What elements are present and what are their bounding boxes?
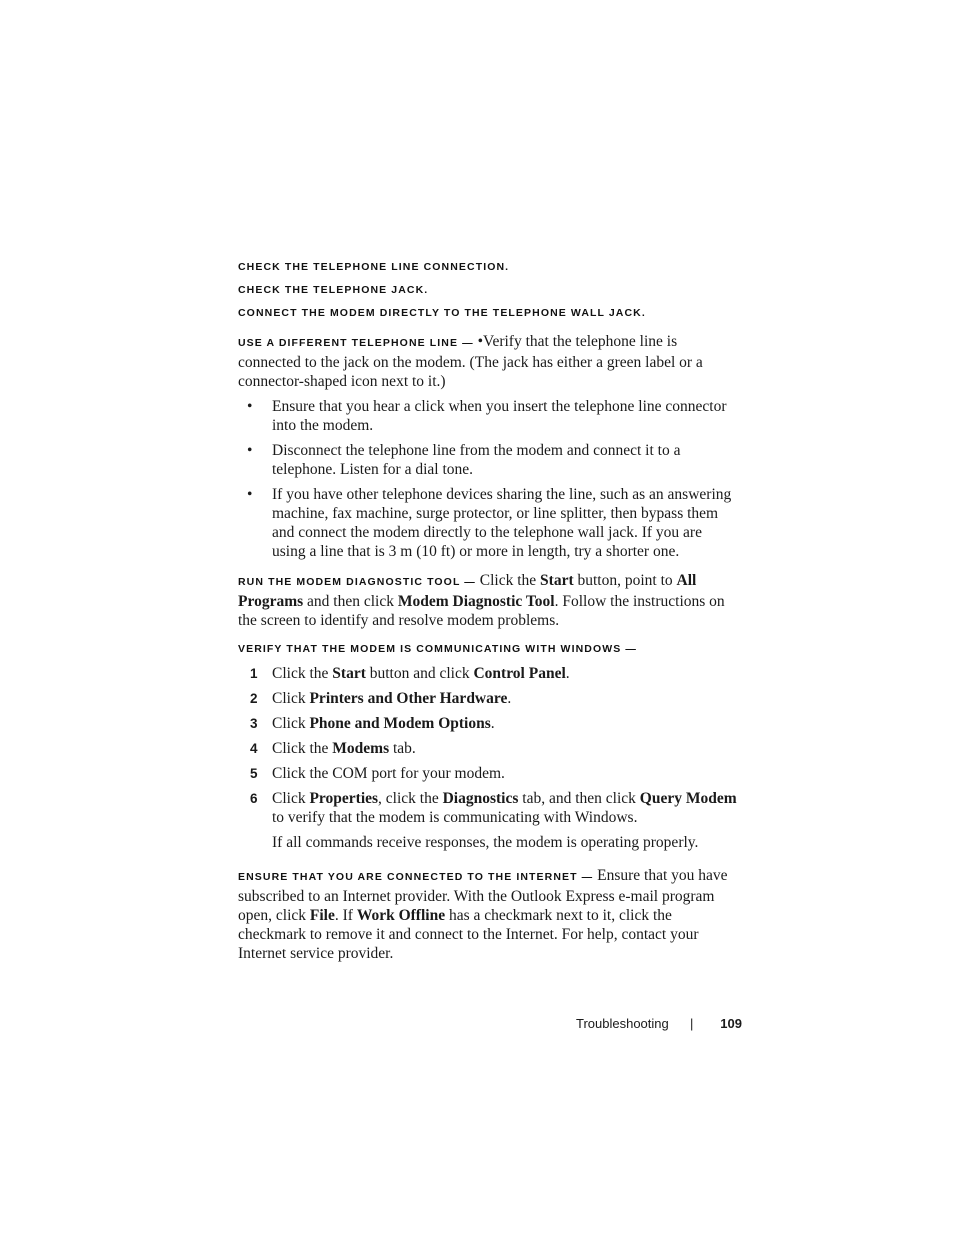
step-1 <box>238 664 738 683</box>
step-text: . <box>490 715 495 732</box>
step-5 <box>238 764 738 783</box>
step-text: , click the <box>378 790 439 807</box>
step-text: tab, and then click <box>522 790 636 807</box>
modems-tab-label: Modems <box>332 740 390 757</box>
step-number: 4 <box>250 741 258 756</box>
step-number: 6 <box>250 791 258 806</box>
list-item: • Disconnect the telephone line from the modem and connect it to a telephone. Listen for a dial tone. <box>238 441 738 479</box>
phone-modem-options-label: Phone and Modem Options <box>309 715 491 732</box>
diagnostic-text: button, point to <box>577 572 673 589</box>
work-offline-label: Work Offline <box>356 907 446 924</box>
step-text: Click the <box>272 740 329 757</box>
internet-text: . If <box>334 907 353 924</box>
control-panel-label: Control Panel <box>473 665 566 682</box>
internet-text: Ensure that you have subscribed to an Internet provider. With the Outlook Express e-mail program open, click <box>238 867 728 924</box>
start-label: Start <box>540 572 574 589</box>
printers-hardware-label: Printers and Other Hardware <box>309 690 508 707</box>
all-programs-label: All Programs <box>238 572 697 610</box>
heading-internet: ENSURE THAT YOU ARE CONNECTED TO THE INTERNET — <box>238 871 594 883</box>
different-line-intro: •Verify that the telephone line is connected to the jack on the modem. (The jack has either a green label or a connector-shaped icon next to it.) <box>238 333 703 390</box>
page-body <box>238 258 738 963</box>
step-text: Click the COM port for your modem. <box>272 765 505 782</box>
step-4 <box>238 739 738 758</box>
internet-text: has a checkmark next to it, click the checkmark to remove it and connect to the Internet. For help, contact your Internet service provider. <box>238 907 699 962</box>
step-number: 3 <box>250 716 258 731</box>
step-6 <box>238 789 738 827</box>
diagnostic-text: Click the <box>479 572 537 589</box>
verify-note: If all commands receive responses, the modem is operating properly. <box>272 834 699 851</box>
heading-connect-direct: CONNECT THE MODEM DIRECTLY TO THE TELEPHONE WALL JACK. <box>238 307 646 319</box>
diagnostic-tool-label: Modem Diagnostic Tool <box>397 593 555 610</box>
step-text: Click <box>272 715 306 732</box>
step-text: Click the <box>272 665 329 682</box>
heading-check-line: CHECK THE TELEPHONE LINE CONNECTION. <box>238 261 510 273</box>
different-line-bullets <box>238 397 738 561</box>
list-item: • If you have other telephone devices sharing the line, such as an answering machine, fax machine, surge protector, or line splitter, then bypass them and connect the modem directly to the telephone wall jack. If you are using a line that is 3 m (10 ft) or more in length, try a shorter one. <box>238 485 738 561</box>
heading-verify: VERIFY THAT THE MODEM IS COMMUNICATING WITH WINDOWS — <box>238 643 637 655</box>
diagnostics-tab-label: Diagnostics <box>442 790 519 807</box>
step-number: 2 <box>250 691 258 706</box>
step-text: tab. <box>392 740 416 757</box>
query-modem-label: Query Modem <box>639 790 737 807</box>
list-item: • Ensure that you hear a click when you insert the telephone line connector into the modem. <box>238 397 738 435</box>
step-2 <box>238 689 738 708</box>
heading-different-line: USE A DIFFERENT TELEPHONE LINE — <box>238 337 474 349</box>
step-text: . <box>565 665 570 682</box>
section-verify <box>238 640 738 852</box>
properties-label: Properties <box>309 790 379 807</box>
step-text: to verify that the modem is communicating with Windows. <box>272 809 638 826</box>
step-text: Click <box>272 790 306 807</box>
step-text: Click <box>272 690 306 707</box>
step-text: . <box>507 690 512 707</box>
heading-check-jack: CHECK THE TELEPHONE JACK. <box>238 284 429 296</box>
page-number: 109 <box>720 1016 742 1031</box>
step-text: button and click <box>369 665 470 682</box>
step-number: 5 <box>250 766 258 781</box>
section-internet <box>238 866 738 963</box>
footer-section-title: Troubleshooting <box>576 1016 669 1031</box>
verify-steps <box>238 664 738 827</box>
file-menu-label: File <box>309 907 335 924</box>
heading-diagnostic: RUN THE MODEM DIAGNOSTIC TOOL — <box>238 576 476 588</box>
diagnostic-text: . Follow the instructions on the screen to identify and resolve modem problems. <box>238 593 725 629</box>
section-diagnostic <box>238 571 738 630</box>
step-3 <box>238 714 738 733</box>
step-number: 1 <box>250 666 258 681</box>
footer-separator: | <box>690 1016 694 1031</box>
different-line-first <box>238 332 738 391</box>
start-label: Start <box>332 665 366 682</box>
diagnostic-text: and then click <box>307 593 394 610</box>
page-footer <box>576 1015 742 1035</box>
section-different-line <box>238 332 738 561</box>
